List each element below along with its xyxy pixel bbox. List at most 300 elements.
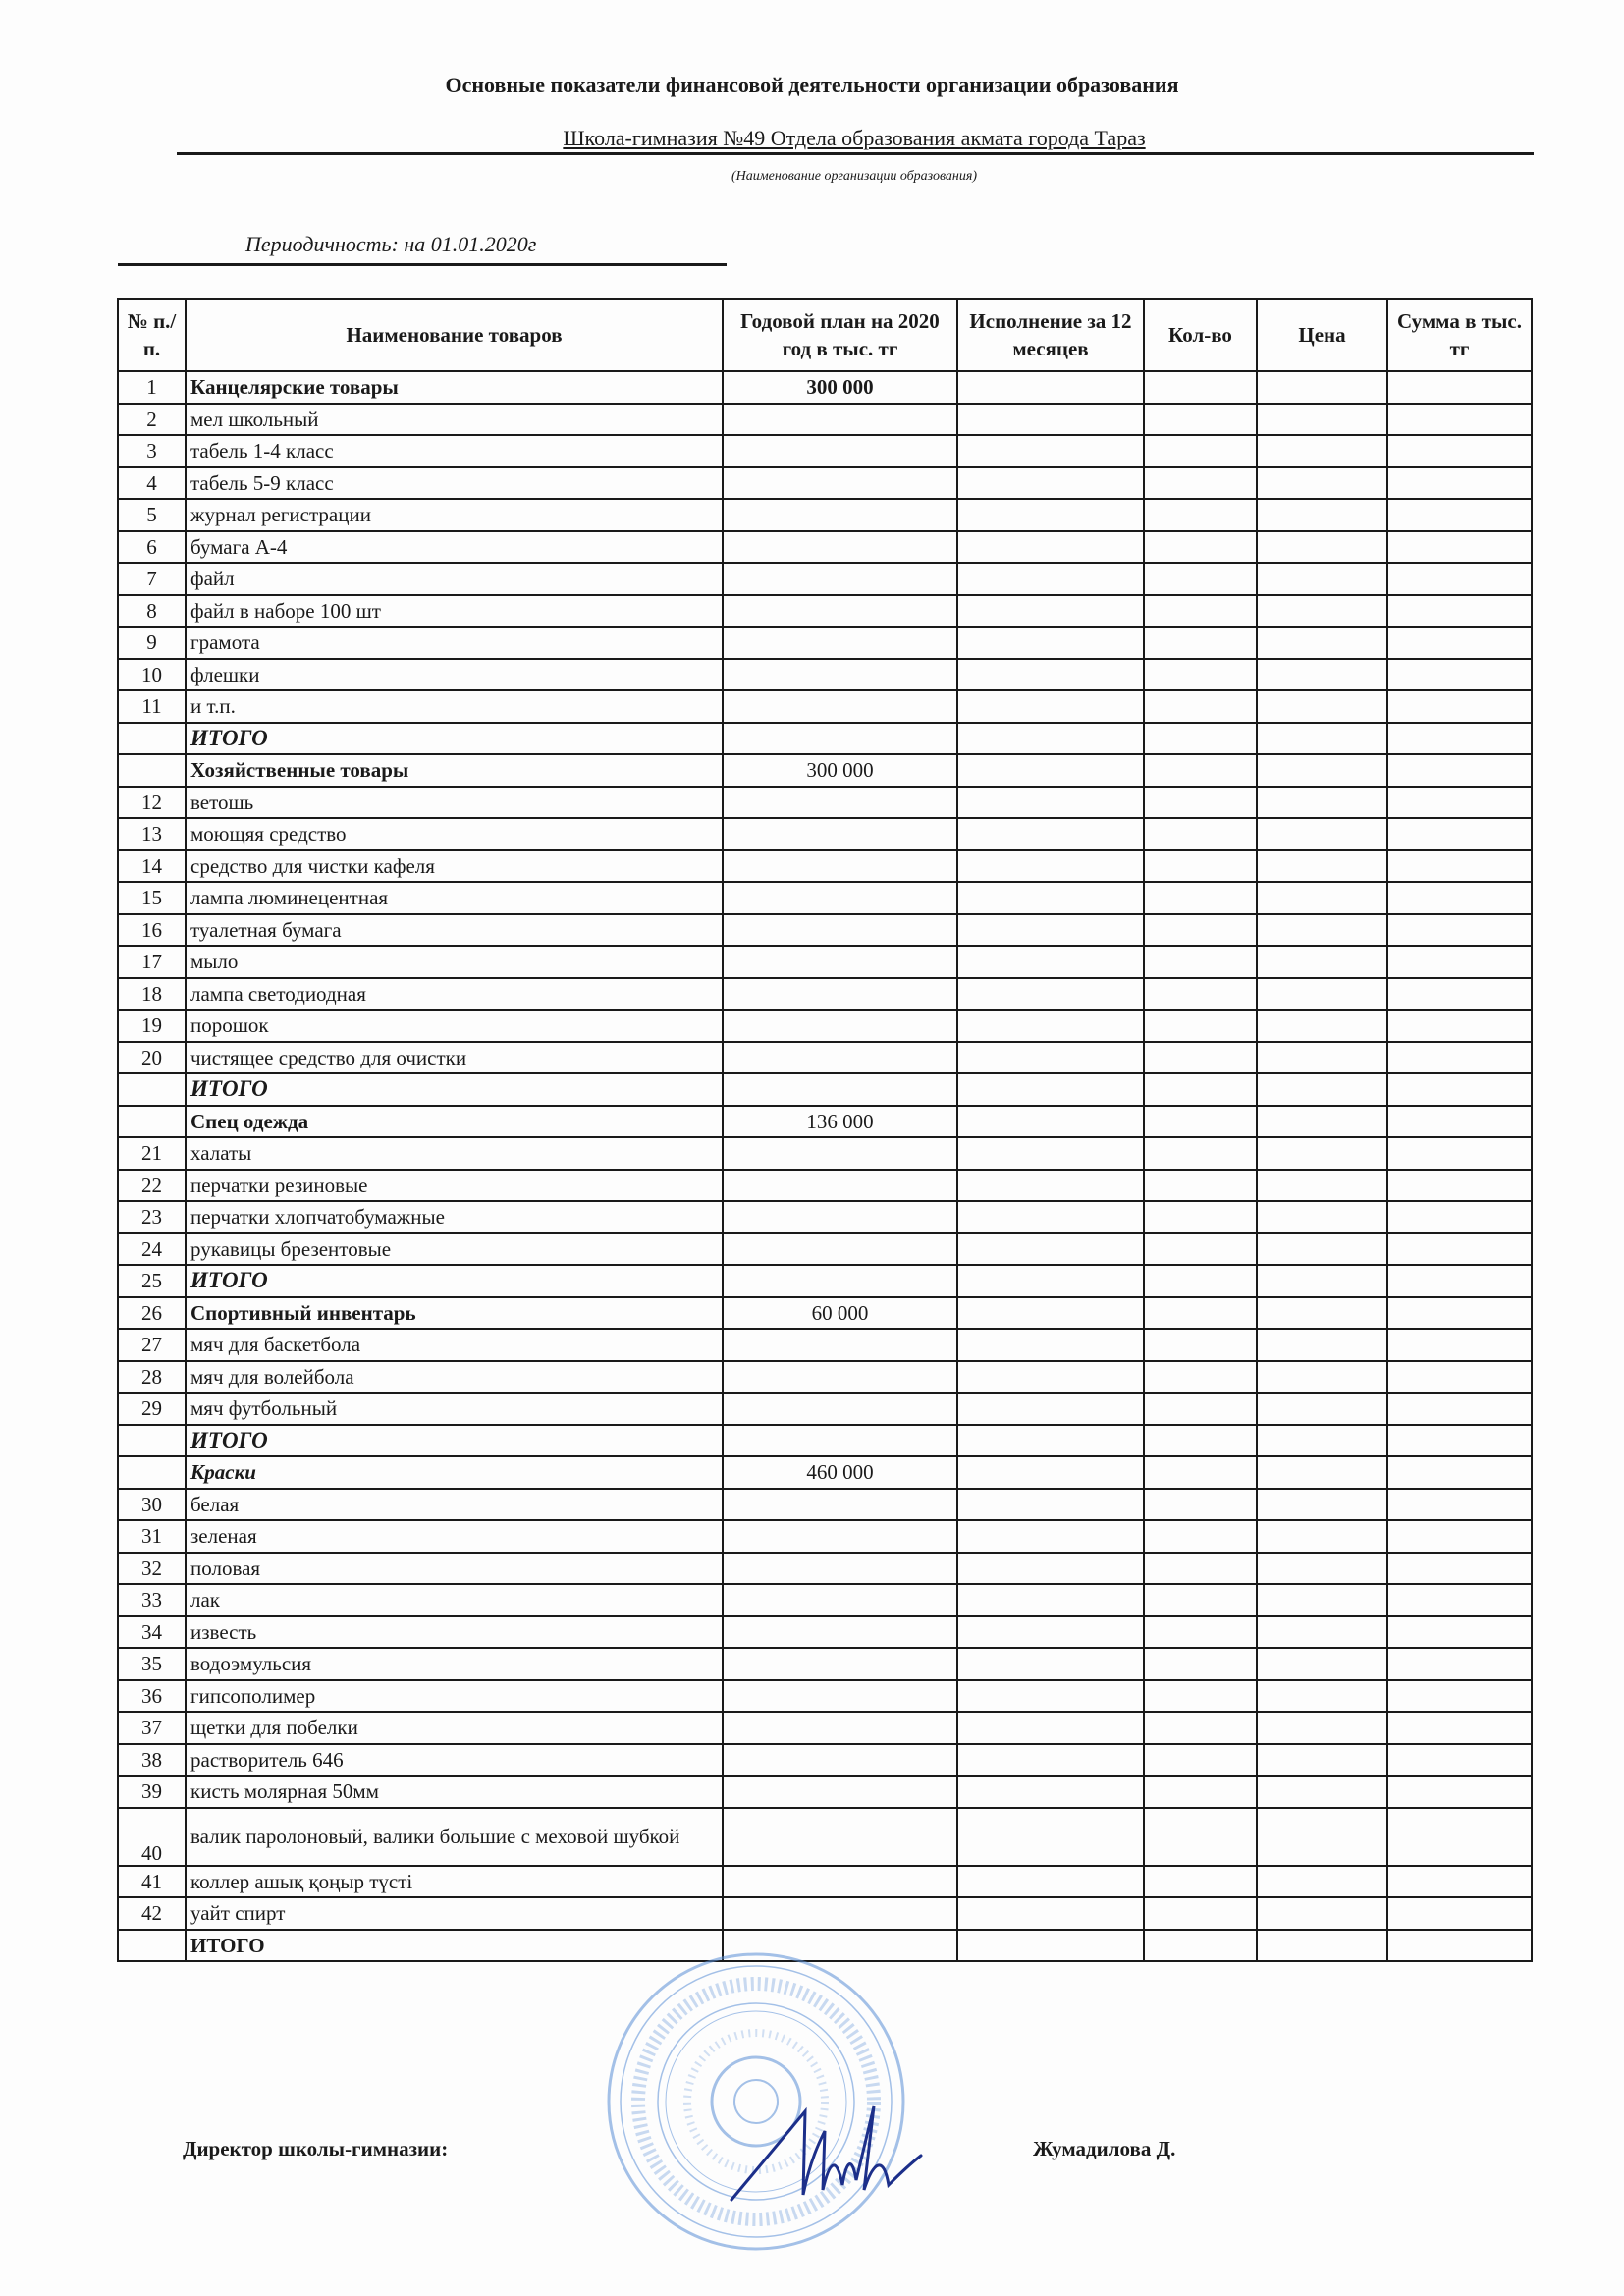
table-row [118,1042,1532,1074]
price-cell [1257,1073,1387,1106]
execution-cell [957,531,1144,564]
price-cell [1257,1137,1387,1170]
sum-cell [1387,1042,1532,1074]
quantity-cell [1144,531,1257,564]
price-cell [1257,1776,1387,1808]
table-row [118,1776,1532,1808]
price-cell [1257,1712,1387,1744]
item-name: Канцелярские товары [186,371,723,404]
col-header-no: № п./п. [118,299,186,371]
table-row [118,1233,1532,1266]
annual-plan [723,595,957,628]
annual-plan [723,1553,957,1585]
item-name: чистящее средство для очистки [186,1042,723,1074]
item-name: Хозяйственные товары [186,754,723,787]
price-cell [1257,1042,1387,1074]
item-name: мыло [186,946,723,978]
row-number: 15 [118,882,186,914]
sum-cell [1387,1201,1532,1233]
row-number: 19 [118,1010,186,1042]
row-number: 16 [118,914,186,947]
price-cell [1257,882,1387,914]
item-name: водоэмульсия [186,1648,723,1680]
execution-cell [957,787,1144,819]
sum-cell [1387,1616,1532,1649]
annual-plan [723,1393,957,1425]
sum-cell [1387,882,1532,914]
row-number: 20 [118,1042,186,1074]
table-row [118,1520,1532,1553]
execution-cell [957,818,1144,850]
col-header-sum: Сумма в тыс. тг [1387,299,1532,371]
price-cell [1257,1520,1387,1553]
sum-cell [1387,978,1532,1011]
row-number: 31 [118,1520,186,1553]
sum-cell [1387,787,1532,819]
item-name: мяч для волейбола [186,1361,723,1394]
table-row [118,435,1532,467]
annual-plan [723,1170,957,1202]
sum-cell [1387,1776,1532,1808]
price-cell [1257,978,1387,1011]
annual-plan [723,1616,957,1649]
table-row [118,1489,1532,1521]
execution-cell [957,563,1144,595]
row-number [118,1106,186,1138]
price-cell [1257,690,1387,723]
sum-cell [1387,1010,1532,1042]
table-row [118,1808,1532,1866]
price-cell [1257,946,1387,978]
row-number: 3 [118,435,186,467]
row-number [118,723,186,755]
sum-cell [1387,1329,1532,1361]
price-cell [1257,1010,1387,1042]
col-header-plan: Годовой план на 2020 год в тыс. тг [723,299,957,371]
sum-cell [1387,1233,1532,1266]
price-cell [1257,1680,1387,1713]
organization-underline [177,152,1534,155]
sum-cell [1387,435,1532,467]
annual-plan [723,1584,957,1616]
price-cell [1257,914,1387,947]
row-number [118,1456,186,1489]
quantity-cell [1144,787,1257,819]
annual-plan [723,1010,957,1042]
price-cell [1257,1456,1387,1489]
item-name: рукавицы брезентовые [186,1233,723,1266]
sum-cell [1387,914,1532,947]
item-name: файл в наборе 100 шт [186,595,723,628]
price-cell [1257,1584,1387,1616]
annual-plan [723,499,957,531]
annual-plan [723,850,957,883]
price-cell [1257,659,1387,691]
row-number: 8 [118,595,186,628]
sum-cell [1387,946,1532,978]
item-name: валик паролоновый, валики большие с меховой шубкой [186,1808,723,1866]
price-cell [1257,1170,1387,1202]
price-cell [1257,1393,1387,1425]
quantity-cell [1144,1201,1257,1233]
quantity-cell [1144,1137,1257,1170]
sum-cell [1387,1393,1532,1425]
item-name: туалетная бумага [186,914,723,947]
table-row [118,1648,1532,1680]
table-row [118,1744,1532,1777]
row-number: 36 [118,1680,186,1713]
sum-cell [1387,1361,1532,1394]
item-name: коллер ашық қоңыр түсті [186,1866,723,1898]
row-number [118,1073,186,1106]
sum-cell [1387,690,1532,723]
table-row [118,1361,1532,1394]
table-row [118,1456,1532,1489]
organization-name [177,126,1532,151]
quantity-cell [1144,563,1257,595]
price-cell [1257,1808,1387,1866]
col-header-qty: Кол-во [1144,299,1257,371]
row-number: 22 [118,1170,186,1202]
sum-cell [1387,1265,1532,1297]
sum-cell [1387,1648,1532,1680]
table-row [118,659,1532,691]
sum-cell [1387,1866,1532,1898]
annual-plan [723,1744,957,1777]
quantity-cell [1144,659,1257,691]
price-cell [1257,1361,1387,1394]
execution-cell [957,690,1144,723]
goods-table [117,298,1533,1962]
price-cell [1257,1648,1387,1680]
execution-cell [957,1073,1144,1106]
item-name: перчатки хлопчатобумажные [186,1201,723,1233]
quantity-cell [1144,690,1257,723]
quantity-cell [1144,1866,1257,1898]
execution-cell [957,1393,1144,1425]
execution-cell [957,1897,1144,1930]
item-name: порошок [186,1010,723,1042]
annual-plan [723,1042,957,1074]
price-cell [1257,1489,1387,1521]
row-number: 33 [118,1584,186,1616]
annual-plan [723,467,957,500]
sum-cell [1387,1680,1532,1713]
quantity-cell [1144,1425,1257,1457]
price-cell [1257,1329,1387,1361]
execution-cell [957,1616,1144,1649]
quantity-cell [1144,1930,1257,1962]
quantity-cell [1144,1897,1257,1930]
item-name: бумага А-4 [186,531,723,564]
organization-name-text: Школа-гимназия №49 Отдела образования акмата города Тараз [563,126,1146,150]
sum-cell [1387,1170,1532,1202]
quantity-cell [1144,1329,1257,1361]
execution-cell [957,499,1144,531]
periodicity: Периодичность: на 01.01.2020г [245,232,537,256]
row-number: 41 [118,1866,186,1898]
table-row [118,1137,1532,1170]
table-row [118,1425,1532,1457]
table-body [118,371,1532,1961]
quantity-cell [1144,1106,1257,1138]
execution-cell [957,1553,1144,1585]
price-cell [1257,850,1387,883]
row-number: 18 [118,978,186,1011]
sum-cell [1387,595,1532,628]
annual-plan [723,1866,957,1898]
row-number: 27 [118,1329,186,1361]
col-header-price: Цена [1257,299,1387,371]
sum-cell [1387,818,1532,850]
annual-plan [723,404,957,436]
quantity-cell [1144,1073,1257,1106]
item-name: и т.п. [186,690,723,723]
row-number: 38 [118,1744,186,1777]
price-cell [1257,563,1387,595]
item-name: Спец одежда [186,1106,723,1138]
quantity-cell [1144,1393,1257,1425]
table-header-row [118,299,1532,371]
item-name: уайт спирт [186,1897,723,1930]
director-name: Жумадилова Д. [1033,2137,1176,2160]
execution-cell [957,1265,1144,1297]
item-name: журнал регистрации [186,499,723,531]
price-cell [1257,1744,1387,1777]
table-row [118,1106,1532,1138]
annual-plan [723,1808,957,1866]
row-number: 35 [118,1648,186,1680]
table-row [118,1584,1532,1616]
execution-cell [957,467,1144,500]
item-name: моющяя средство [186,818,723,850]
quantity-cell [1144,1297,1257,1330]
item-name: халаты [186,1137,723,1170]
execution-cell [957,595,1144,628]
execution-cell [957,1930,1144,1962]
table-row [118,1393,1532,1425]
row-number: 9 [118,627,186,659]
execution-cell [957,1361,1144,1394]
quantity-cell [1144,627,1257,659]
price-cell [1257,1297,1387,1330]
execution-cell [957,754,1144,787]
annual-plan [723,787,957,819]
row-number: 29 [118,1393,186,1425]
quantity-cell [1144,1808,1257,1866]
row-number: 39 [118,1776,186,1808]
sum-cell [1387,1520,1532,1553]
row-number: 12 [118,787,186,819]
sum-cell [1387,1073,1532,1106]
row-number: 23 [118,1201,186,1233]
price-cell [1257,723,1387,755]
quantity-cell [1144,1233,1257,1266]
table-row [118,850,1532,883]
row-number: 13 [118,818,186,850]
row-number: 1 [118,371,186,404]
row-number: 24 [118,1233,186,1266]
item-name: табель 5-9 класс [186,467,723,500]
quantity-cell [1144,1680,1257,1713]
sum-cell [1387,1106,1532,1138]
annual-plan: 300 000 [723,754,957,787]
execution-cell [957,659,1144,691]
row-number: 25 [118,1265,186,1297]
quantity-cell [1144,978,1257,1011]
quantity-cell [1144,435,1257,467]
execution-cell [957,1137,1144,1170]
execution-cell [957,371,1144,404]
annual-plan [723,978,957,1011]
item-name: мяч для баскетбола [186,1329,723,1361]
price-cell [1257,1553,1387,1585]
quantity-cell [1144,1042,1257,1074]
table-row [118,404,1532,436]
quantity-cell [1144,914,1257,947]
item-name: известь [186,1616,723,1649]
execution-cell [957,1042,1144,1074]
execution-cell [957,1010,1144,1042]
row-number: 6 [118,531,186,564]
execution-cell [957,1233,1144,1266]
execution-cell [957,1776,1144,1808]
table-row [118,1616,1532,1649]
quantity-cell [1144,467,1257,500]
price-cell [1257,499,1387,531]
price-cell [1257,1616,1387,1649]
table-row [118,1866,1532,1898]
annual-plan [723,1425,957,1457]
item-name: лампа светодиодная [186,978,723,1011]
sum-cell [1387,467,1532,500]
price-cell [1257,435,1387,467]
quantity-cell [1144,818,1257,850]
table-row [118,754,1532,787]
execution-cell [957,435,1144,467]
annual-plan [723,914,957,947]
row-number: 4 [118,467,186,500]
quantity-cell [1144,1584,1257,1616]
col-header-execution: Исполнение за 12 месяцев [957,299,1144,371]
row-number: 28 [118,1361,186,1394]
quantity-cell [1144,1265,1257,1297]
quantity-cell [1144,882,1257,914]
quantity-cell [1144,1456,1257,1489]
table-row [118,1010,1532,1042]
row-number: 30 [118,1489,186,1521]
table-row [118,627,1532,659]
director-label: Директор школы-гимназии: [183,2137,449,2160]
execution-cell [957,1170,1144,1202]
table-row [118,1680,1532,1713]
execution-cell [957,1297,1144,1330]
quantity-cell [1144,1010,1257,1042]
table-row [118,1297,1532,1330]
sum-cell [1387,1553,1532,1585]
annual-plan [723,1489,957,1521]
table-row [118,1073,1532,1106]
price-cell [1257,1425,1387,1457]
item-name: гипсополимер [186,1680,723,1713]
sum-cell [1387,404,1532,436]
price-cell [1257,467,1387,500]
sum-cell [1387,627,1532,659]
price-cell [1257,1265,1387,1297]
sum-cell [1387,1897,1532,1930]
table-row [118,690,1532,723]
row-number: 32 [118,1553,186,1585]
price-cell [1257,818,1387,850]
table-row [118,1329,1532,1361]
execution-cell [957,1808,1144,1866]
item-name: флешки [186,659,723,691]
table-row [118,531,1532,564]
sum-cell [1387,1584,1532,1616]
annual-plan [723,659,957,691]
table-row [118,882,1532,914]
item-name: файл [186,563,723,595]
item-name: ИТОГО [186,1265,723,1297]
price-cell [1257,627,1387,659]
quantity-cell [1144,499,1257,531]
price-cell [1257,754,1387,787]
organization-caption: (Наименование организации образования) [731,169,978,184]
row-number: 11 [118,690,186,723]
quantity-cell [1144,595,1257,628]
quantity-cell [1144,1361,1257,1394]
sum-cell [1387,1297,1532,1330]
item-name: ИТОГО [186,723,723,755]
price-cell [1257,1201,1387,1233]
row-number: 7 [118,563,186,595]
row-number: 21 [118,1137,186,1170]
quantity-cell [1144,1744,1257,1777]
quantity-cell [1144,850,1257,883]
annual-plan [723,1712,957,1744]
row-number: 10 [118,659,186,691]
execution-cell [957,914,1144,947]
quantity-cell [1144,1616,1257,1649]
annual-plan [723,723,957,755]
annual-plan [723,818,957,850]
item-name: средство для чистки кафеля [186,850,723,883]
quantity-cell [1144,1520,1257,1553]
execution-cell [957,1866,1144,1898]
table-row [118,946,1532,978]
table-row [118,1201,1532,1233]
table-row [118,1897,1532,1930]
annual-plan [723,946,957,978]
director-signature [727,2102,923,2210]
annual-plan: 460 000 [723,1456,957,1489]
table-row [118,563,1532,595]
sum-cell [1387,659,1532,691]
table-row [118,1265,1532,1297]
price-cell [1257,1233,1387,1266]
row-number [118,1425,186,1457]
price-cell [1257,595,1387,628]
item-name: табель 1-4 класс [186,435,723,467]
annual-plan [723,1520,957,1553]
item-name: Спортивный инвентарь [186,1297,723,1330]
row-number: 26 [118,1297,186,1330]
quantity-cell [1144,371,1257,404]
quantity-cell [1144,946,1257,978]
table-row [118,1170,1532,1202]
price-cell [1257,1866,1387,1898]
execution-cell [957,850,1144,883]
